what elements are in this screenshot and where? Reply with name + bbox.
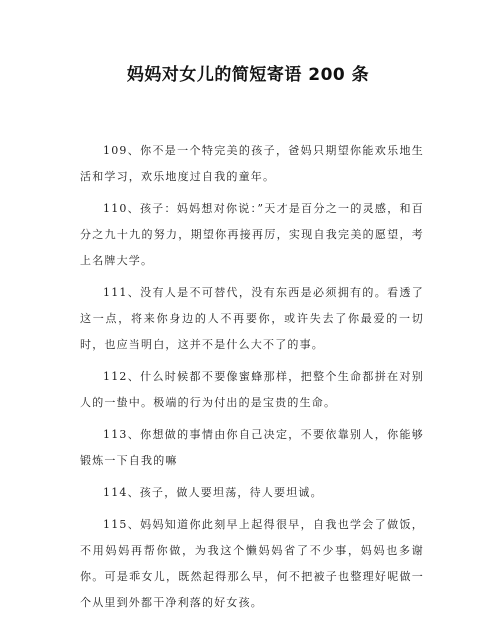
document-body <box>80 138 424 622</box>
paragraph-111: 111、没有人是不可替代，没有东西是必须拥有的。看透了这一点，将来你身边的人不再要你，或许失去了你最爱的一切时，也应当明白，这并不是什么大不了的事。 <box>80 286 424 351</box>
paragraph-112: 112、什么时候都不要像蜜蜂那样，把整个生命都拼在对别人的一蛰中。极端的行为付出的是宝贵的生命。 <box>80 370 424 409</box>
paragraph-115: 115、妈妈知道你此刻早上起得很早，自我也学会了做饭，不用妈妈再帮你做，为我这个懒妈妈省了不少事，妈妈也多谢你。可是乖女儿，既然起得那么早，何不把被子也整理好呢做一个从里到外都干净利落的好女孩。 <box>80 518 424 609</box>
paragraph-109: 109、你不是一个特完美的孩子，爸妈只期望你能欢乐地生活和学习，欢乐地度过自我的童年。 <box>80 144 424 183</box>
document-title: 妈妈对女儿的简短寄语 200 条 <box>126 65 370 85</box>
paragraph-110: 110、孩子：妈妈想对你说：”天才是百分之一的灵感，和百分之九十九的努力，期望你再接再厉，实现自我完美的愿望，考上名牌大学。 <box>80 202 424 267</box>
paragraph-113: 113、你想做的事情由你自己决定，不要依靠别人，你能够锻炼一下自我的嘛 <box>80 428 424 467</box>
paragraph-114: 114、孩子，做人要坦荡，待人要坦诚。 <box>103 486 323 499</box>
